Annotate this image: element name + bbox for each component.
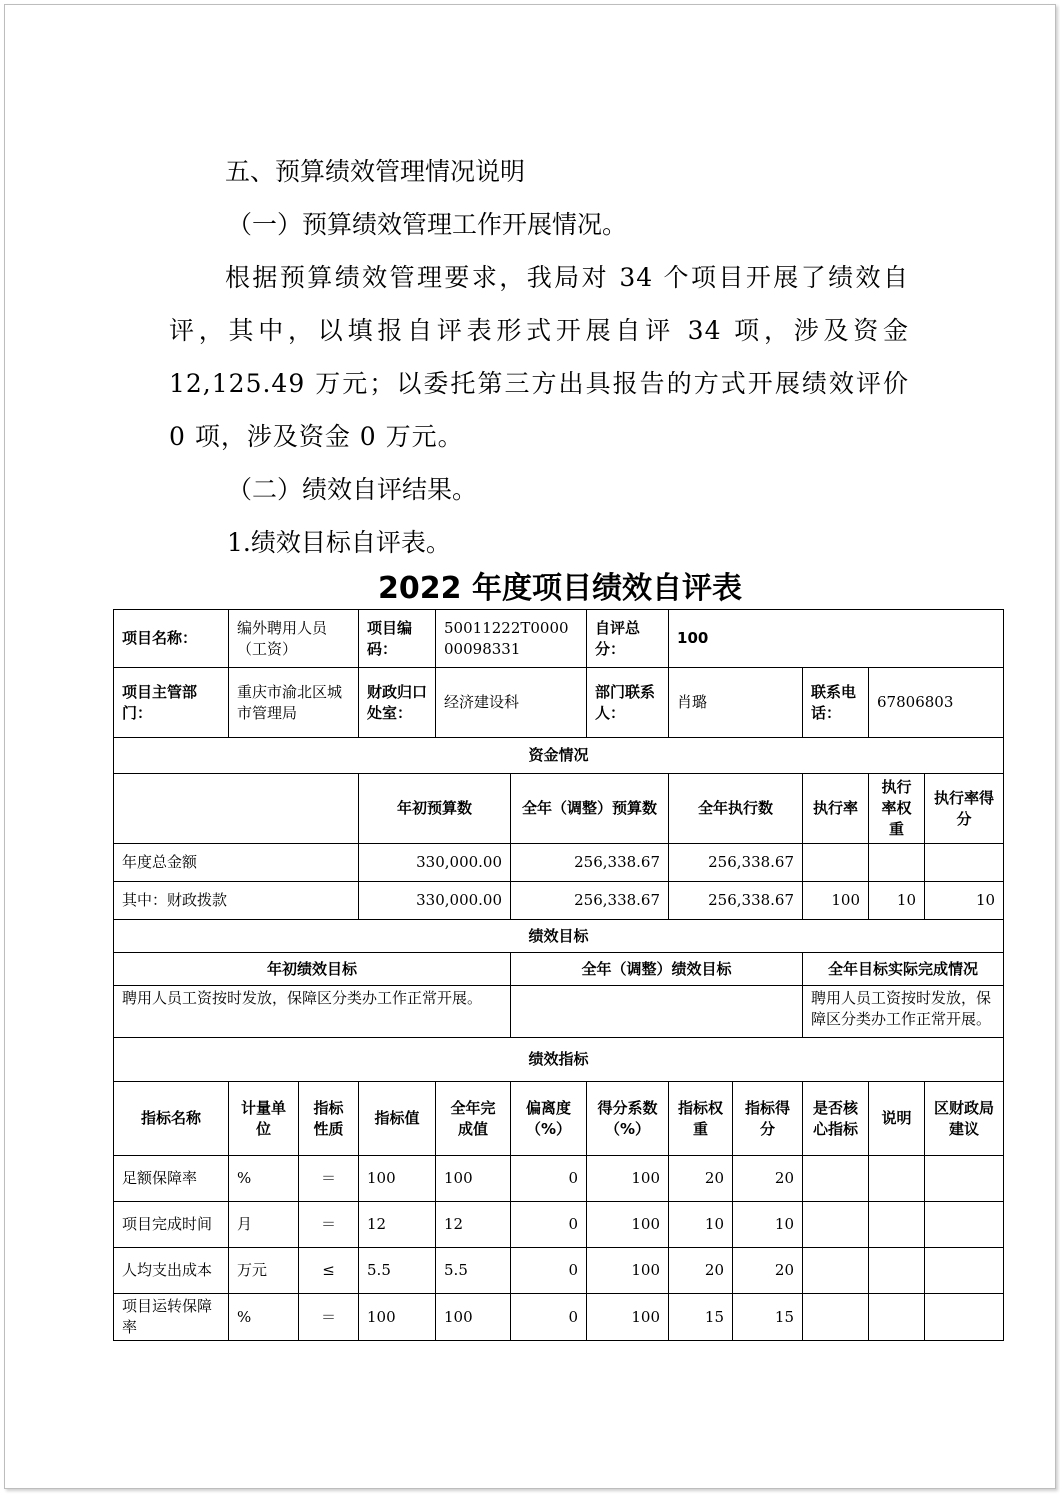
- table-row: [114, 668, 1004, 738]
- indicator-unit-cell: %: [229, 1156, 299, 1202]
- indicator-header-suggestion: 区财政局建议: [925, 1082, 1004, 1156]
- table-row: [114, 1202, 1004, 1248]
- table-row: [114, 738, 1004, 774]
- funds-header-adjusted: 全年（调整）预算数: [511, 774, 669, 844]
- total-score-value: 100: [669, 610, 1004, 668]
- funds-adjusted-cell: 256,338.67: [511, 882, 669, 920]
- indicator-deviation-cell: 0: [511, 1202, 587, 1248]
- project-name-value: 编外聘用人员（工资）: [229, 610, 359, 668]
- indicator-header-name: 指标名称: [114, 1082, 229, 1156]
- indicator-actual-cell: 100: [436, 1294, 511, 1341]
- table-title: 2022 年度项目绩效自评表: [378, 571, 742, 606]
- funds-header-rate: 执行率: [803, 774, 869, 844]
- indicators-section-header: 绩效指标: [114, 1038, 1004, 1082]
- indicator-core-cell: [803, 1294, 869, 1341]
- phone-value: 67806803: [869, 668, 1004, 738]
- indicator-header-score: 指标得分: [733, 1082, 803, 1156]
- indicator-header-nature: 指标性质: [299, 1082, 359, 1156]
- table-row: [114, 610, 1004, 668]
- indicator-suggestion-cell: [925, 1202, 1004, 1248]
- indicator-header-coef: 得分系数（%）: [587, 1082, 669, 1156]
- funds-weight-cell: [869, 844, 925, 882]
- indicator-value-cell: 12: [359, 1202, 436, 1248]
- contact-person-value: 肖璐: [669, 668, 803, 738]
- table-row: [114, 1082, 1004, 1156]
- indicator-unit-cell: %: [229, 1294, 299, 1341]
- table-row: [114, 1248, 1004, 1294]
- indicator-deviation-cell: 0: [511, 1156, 587, 1202]
- table-row: [114, 1156, 1004, 1202]
- goals-header-adjusted: 全年（调整）绩效目标: [511, 953, 803, 986]
- funds-row-label: 年度总金额: [114, 844, 359, 882]
- phone-label: 联系电话：: [803, 668, 869, 738]
- goals-section-header: 绩效目标: [114, 920, 1004, 953]
- total-score-label: 自评总分：: [587, 610, 669, 668]
- table-row: [114, 1038, 1004, 1082]
- indicator-weight-cell: 10: [669, 1202, 733, 1248]
- indicator-weight-cell: 20: [669, 1156, 733, 1202]
- indicator-actual-cell: 5.5: [436, 1248, 511, 1294]
- funds-budget-cell: 330,000.00: [359, 882, 511, 920]
- indicator-header-core: 是否核心指标: [803, 1082, 869, 1156]
- funds-row-label: 其中：财政拨款: [114, 882, 359, 920]
- funds-executed-cell: 256,338.67: [669, 844, 803, 882]
- finance-office-label: 财政归口处室：: [359, 668, 436, 738]
- indicator-weight-cell: 15: [669, 1294, 733, 1341]
- indicator-suggestion-cell: [925, 1248, 1004, 1294]
- project-name-label: 项目名称：: [114, 610, 229, 668]
- indicator-coef-cell: 100: [587, 1202, 669, 1248]
- funds-rate-cell: 100: [803, 882, 869, 920]
- item-heading: 1.绩效目标自评表。: [227, 528, 451, 557]
- finance-office-value: 经济建设科: [436, 668, 587, 738]
- funds-header-executed: 全年执行数: [669, 774, 803, 844]
- indicator-note-cell: [869, 1248, 925, 1294]
- indicator-header-deviation: 偏离度（%）: [511, 1082, 587, 1156]
- funds-header-score: 执行率得分: [925, 774, 1004, 844]
- funds-section-header: 资金情况: [114, 738, 1004, 774]
- indicator-coef-cell: 100: [587, 1156, 669, 1202]
- indicator-value-cell: 100: [359, 1156, 436, 1202]
- indicator-core-cell: [803, 1248, 869, 1294]
- funds-header-weight: 执行率权重: [869, 774, 925, 844]
- indicator-header-unit: 计量单位: [229, 1082, 299, 1156]
- table-row: [114, 1294, 1004, 1341]
- indicator-nature-cell: ＝: [299, 1202, 359, 1248]
- indicator-score-cell: 15: [733, 1294, 803, 1341]
- contact-person-label: 部门联系人：: [587, 668, 669, 738]
- subsection-heading-2: （二）绩效自评结果。: [227, 475, 478, 504]
- funds-header-budget: 年初预算数: [359, 774, 511, 844]
- indicator-value-cell: 100: [359, 1294, 436, 1341]
- indicator-coef-cell: 100: [587, 1294, 669, 1341]
- indicator-header-actual: 全年完成值: [436, 1082, 511, 1156]
- table-row: [114, 882, 1004, 920]
- body-paragraph: 根据预算绩效管理要求，我局对 34 个项目开展了绩效自评，其中，以填报自评表形式开展自评 34 项，涉及资金 12,125.49 万元；以委托第三方出具报告的方式开展绩效评价 0 项，涉及资金 0 万元。: [169, 263, 909, 451]
- document-page: [4, 4, 1056, 1489]
- funds-executed-cell: 256,338.67: [669, 882, 803, 920]
- goals-header-actual: 全年目标实际完成情况: [803, 953, 1004, 986]
- goals-adjusted-cell: [511, 986, 803, 1038]
- indicator-value-cell: 5.5: [359, 1248, 436, 1294]
- indicator-unit-cell: 万元: [229, 1248, 299, 1294]
- indicator-core-cell: [803, 1202, 869, 1248]
- indicator-note-cell: [869, 1156, 925, 1202]
- table-row: [114, 774, 1004, 844]
- department-value: 重庆市渝北区城市管理局: [229, 668, 359, 738]
- indicator-suggestion-cell: [925, 1294, 1004, 1341]
- indicator-name-cell: 人均支出成本: [114, 1248, 229, 1294]
- indicator-suggestion-cell: [925, 1156, 1004, 1202]
- funds-score-cell: [925, 844, 1004, 882]
- indicator-header-weight: 指标权重: [669, 1082, 733, 1156]
- table-row: [114, 844, 1004, 882]
- self-evaluation-table: [113, 609, 1004, 1341]
- indicator-header-value: 指标值: [359, 1082, 436, 1156]
- goals-header-initial: 年初绩效目标: [114, 953, 511, 986]
- indicator-nature-cell: ＝: [299, 1294, 359, 1341]
- funds-header-blank: [114, 774, 359, 844]
- indicator-note-cell: [869, 1294, 925, 1341]
- indicator-deviation-cell: 0: [511, 1248, 587, 1294]
- funds-score-cell: 10: [925, 882, 1004, 920]
- funds-budget-cell: 330,000.00: [359, 844, 511, 882]
- funds-adjusted-cell: 256,338.67: [511, 844, 669, 882]
- indicator-name-cell: 项目运转保障率: [114, 1294, 229, 1341]
- indicator-nature-cell: ＝: [299, 1156, 359, 1202]
- indicator-actual-cell: 100: [436, 1156, 511, 1202]
- indicator-coef-cell: 100: [587, 1248, 669, 1294]
- project-code-value: 50011222T000000098331: [436, 610, 587, 668]
- department-label: 项目主管部门：: [114, 668, 229, 738]
- table-row: [114, 953, 1004, 986]
- goals-initial-cell: 聘用人员工资按时发放，保障区分类办工作正常开展。: [114, 986, 511, 1038]
- indicator-nature-cell: ≤: [299, 1248, 359, 1294]
- funds-weight-cell: 10: [869, 882, 925, 920]
- indicator-note-cell: [869, 1202, 925, 1248]
- project-code-label: 项目编码：: [359, 610, 436, 668]
- indicator-score-cell: 20: [733, 1248, 803, 1294]
- subsection-heading-1: （一）预算绩效管理工作开展情况。: [227, 210, 628, 239]
- indicator-header-note: 说明: [869, 1082, 925, 1156]
- funds-rate-cell: [803, 844, 869, 882]
- indicator-deviation-cell: 0: [511, 1294, 587, 1341]
- goals-actual-cell: 聘用人员工资按时发放，保障区分类办工作正常开展。: [803, 986, 1004, 1038]
- indicator-actual-cell: 12: [436, 1202, 511, 1248]
- indicator-core-cell: [803, 1156, 869, 1202]
- indicator-score-cell: 10: [733, 1202, 803, 1248]
- table-row: [114, 920, 1004, 953]
- indicator-name-cell: 足额保障率: [114, 1156, 229, 1202]
- indicator-score-cell: 20: [733, 1156, 803, 1202]
- indicator-name-cell: 项目完成时间: [114, 1202, 229, 1248]
- section-heading: 五、预算绩效管理情况说明: [225, 157, 526, 186]
- indicator-weight-cell: 20: [669, 1248, 733, 1294]
- indicator-unit-cell: 月: [229, 1202, 299, 1248]
- table-row: [114, 986, 1004, 1038]
